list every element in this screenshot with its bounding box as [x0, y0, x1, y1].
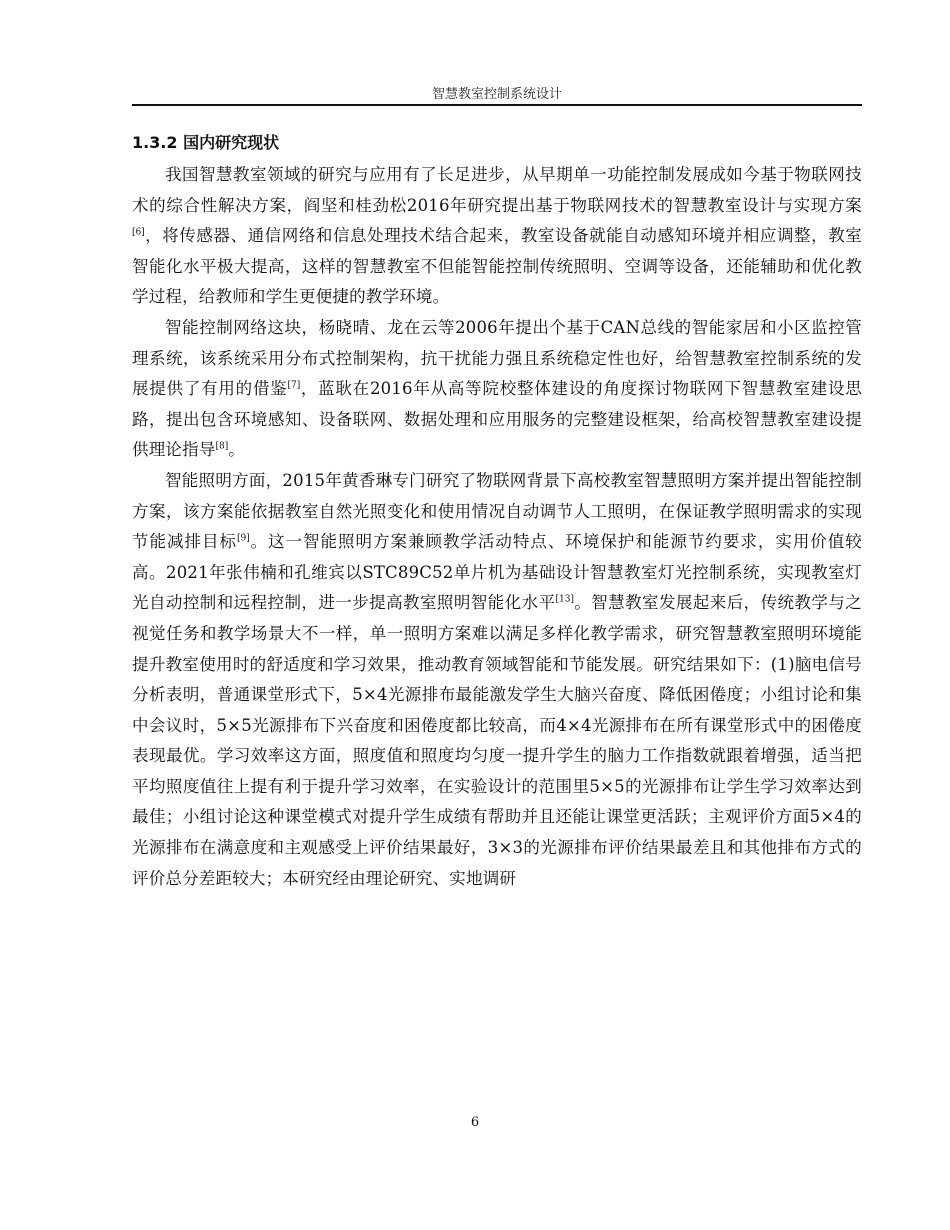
- paragraph: [132, 466, 862, 894]
- paragraph-text: 。: [228, 440, 245, 460]
- paragraph-text: 。智慧教室发展起来后，传统教学与之视觉任务和教学场景大不一样，单一照明方案难以满足多样化教学需求，研究智慧教室照明环境能提升教室使用时的舒适度和学习效果，推动教育领域智能和节能发展。研究结果如下：(1)脑电信号分析表明，普通课堂形式下，5×4光源排布最能激发学生大脑兴奋度、降低困倦度；小组讨论和集中会议时，5×5光源排布下兴奋度和困倦度都比较高，而4×4光源排布在所有课堂形式中的困倦度表现最优。学习效率这方面，照度值和照度均匀度一提升学生的脑力工作指数就跟着增强，适当把平均照度值往上提有利于提升学习效率，在实验设计的范围里5×5的光源排布让学生学习效率达到最佳；小组讨论这种课堂模式对提升学生成绩有帮助并且还能让课堂更活跃；主观评价方面5×4的光源排布在满意度和主观感受上评价结果最好，3×3的光源排布评价结果最差且和其他排布方式的评价总分差距较大；本研究经由理论研究、实地调研: [132, 593, 863, 888]
- paragraph-text: ，蓝耿在2016年从高等院校整体建设的角度探讨物联网下智慧教室建设思路，提出包含环境感知、设备联网、数据处理和应用服务的完整建设框架，给高校智慧教室建设提供理论指导: [132, 379, 862, 460]
- citation-marker: [6]: [132, 227, 145, 238]
- citation-marker: [9]: [236, 533, 250, 544]
- paragraph: [132, 160, 862, 313]
- paragraph-text: ，将传感器、通信网络和信息处理技术结合起来，教室设备就能自动感知环境并相应调整，教室智能化水平极大提高，这样的智慧教室不但能智能控制传统照明、空调等设备，还能辅助和优化教学过程，给教师和学生更便捷的教学环境。: [132, 226, 862, 307]
- body-text: [132, 160, 862, 894]
- citation-marker: [13]: [555, 594, 575, 605]
- paragraph-text: 智能照明方面，2015年黄香琳专门研究了物联网背景下高校教室智慧照明方案并提出智能控制方案，该方案能依据教室自然光照变化和使用情况自动调节人工照明，在保证教学照明需求的实现节能减排目标: [132, 470, 862, 552]
- page-number: 6: [470, 1115, 480, 1130]
- paragraph-text: 我国智慧教室领域的研究与应用有了长足进步，从早期单一功能控制发展成如今基于物联网技术的综合性解决方案，阎坚和桂劲松2016年研究提出基于物联网技术的智慧教室设计与实现方案: [132, 165, 862, 215]
- section-heading: 1.3.2 国内研究现状: [132, 133, 280, 152]
- citation-marker: [7]: [287, 380, 301, 391]
- header-divider: [132, 104, 862, 106]
- running-header-title: 智慧教室控制系统设计: [431, 87, 562, 102]
- paragraph: [132, 313, 862, 466]
- citation-marker: [8]: [215, 441, 229, 452]
- paragraph-text: 。这一智能照明方案兼顾教学活动特点、环境保护和能源节约要求，实用价值较高。2021年张伟楠和孔维宾以STC89C52单片机为基础设计智慧教室灯光控制系统，实现教室灯光自动控制和远程控制，进一步提高教室照明智能化水平: [132, 532, 863, 613]
- paragraph-text: 智能控制网络这块，杨晓晴、龙在云等2006年提出个基于CAN总线的智能家居和小区监控管理系统，该系统采用分布式控制架构，抗干扰能力强且系统稳定性也好，给智慧教室控制系统的发展提供了有用的借鉴: [132, 317, 862, 399]
